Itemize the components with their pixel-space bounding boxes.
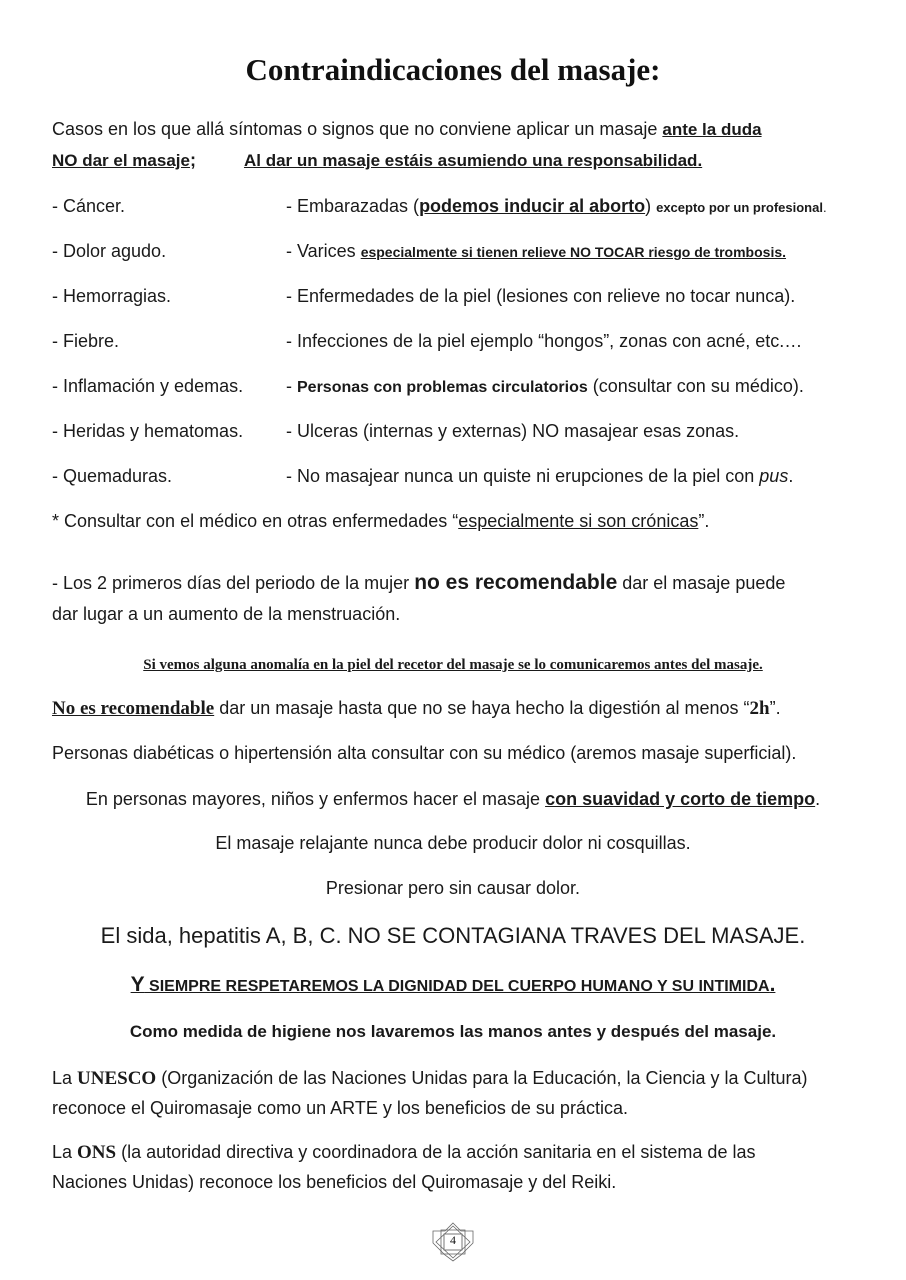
left-item-pain: - Dolor agudo. (52, 241, 167, 261)
consult-line (52, 509, 709, 533)
left-item-hemorrhage: - Hemorragias. (52, 286, 172, 306)
unesco-line-1 (52, 1066, 808, 1091)
dignity-line (0, 973, 906, 999)
right-item-cysts (286, 464, 793, 488)
consult-b: especialmente si son crónicas (458, 511, 699, 531)
period-c: dar el masaje puede (617, 573, 786, 593)
page-number-ornament (430, 1222, 476, 1262)
digestion-line (52, 696, 781, 721)
relax-line: El masaje relajante nunca debe producir dolor ni cosquillas. (215, 833, 691, 853)
unesco-a: La (52, 1068, 78, 1088)
ons-a: La (52, 1142, 78, 1162)
intro-bold-doubt: ante la duda (662, 120, 762, 139)
right-item-cysts-b: pus (759, 466, 789, 486)
intro-line-1 (52, 117, 762, 142)
digestion-b: dar un masaje hasta que no se haya hecho la digestión al menos “ (214, 698, 750, 718)
intro-text: Casos en los que allá síntomas o signos que no conviene aplicar un masaje (52, 119, 663, 139)
left-item-burns: - Quemaduras. (52, 466, 173, 486)
sida-line: El sida, hepatitis A, B, C. NO SE CONTAGIANA TRAVES DEL MASAJE. (100, 923, 806, 948)
hygiene-line: Como medida de higiene nos lavaremos las manos antes y después del masaje. (129, 1022, 777, 1041)
dignity-b: SIEMPRE RESPETAREMOS LA DIGNIDAD DEL CUERPO HUMANO Y SU INTIMIDA (144, 978, 770, 995)
ons-c: (la autoridad directiva y coordinadora de la acción sanitaria en el sistema de las (116, 1142, 756, 1162)
intro-semicolon: ; (189, 150, 196, 170)
right-item-varices-b: especialmente si tienen relieve NO TOCAR riesgo de trombosis. (360, 244, 787, 260)
elderly-c: . (815, 789, 821, 809)
right-item-varices (286, 239, 786, 264)
unesco-b: UNESCO (77, 1068, 157, 1089)
left-item-wounds: - Heridas y hematomas. (52, 421, 244, 441)
digestion-a: No es recomendable (52, 698, 215, 719)
anomaly-notice: Si vemos alguna anomalía en la piel del recetor del masaje se lo comunicaremos antes del masaje. (143, 657, 763, 673)
dignity-c: . (769, 973, 776, 996)
ons-b: ONS (77, 1142, 117, 1163)
digestion-c: 2h (749, 698, 770, 719)
unesco-line-2: reconoce el Quiromasaje como un ARTE y los beneficios de su práctica. (52, 1098, 628, 1118)
right-item-pregnant-b: podemos inducir al aborto (419, 196, 646, 216)
period-b: no es recomendable (414, 571, 618, 594)
digestion-d: ”. (769, 698, 781, 718)
intro-bold-responsibility: Al dar un masaje estáis asumiendo una responsabilidad. (243, 151, 703, 170)
left-item-fever: - Fiebre. (52, 331, 120, 351)
left-item-cancer: - Cáncer. (52, 196, 126, 216)
period-line-1 (52, 571, 785, 595)
period-a: - Los 2 primeros días del periodo de la mujer (52, 573, 415, 593)
right-item-pregnant-a: - Embarazadas ( (286, 196, 420, 216)
elderly-a: En personas mayores, niños y enfermos hacer el masaje (85, 789, 546, 809)
diabetes-line: Personas diabéticas o hipertensión alta consultar con su médico (aremos masaje superficial). (52, 743, 797, 763)
ons-line-2: Naciones Unidas) reconoce los beneficios del Quiromasaje y del Reiki. (52, 1172, 617, 1192)
dignity-a: Y (130, 973, 145, 996)
right-item-ulcers: - Ulceras (internas y externas) NO masajear esas zonas. (286, 421, 740, 441)
right-item-pregnant (286, 194, 827, 220)
ons-line-1 (52, 1140, 755, 1165)
right-item-circulatory-a: - (286, 376, 297, 396)
right-item-pregnant-c: ) (645, 196, 657, 216)
left-item-inflammation: - Inflamación y edemas. (52, 376, 244, 396)
right-item-pregnant-d: excepto por un profesional (656, 200, 823, 215)
page-number: 4 (450, 1233, 456, 1247)
press-line: Presionar pero sin causar dolor. (325, 878, 581, 898)
intro-line-2 (52, 148, 702, 173)
consult-a: * Consultar con el médico en otras enfermedades “ (52, 511, 459, 531)
right-item-cysts-c: . (788, 466, 794, 486)
right-item-pregnant-e: . (822, 200, 827, 215)
elderly-line (0, 787, 906, 811)
right-item-skin-infections: - Infecciones de la piel ejemplo “hongos”, zonas con acné, etc.… (286, 331, 803, 351)
right-item-cysts-a: - No masajear nunca un quiste ni erupciones de la piel con (286, 466, 760, 486)
right-item-skin-diseases: - Enfermedades de la piel (lesiones con relieve no tocar nunca). (286, 286, 796, 306)
consult-c: ”. (698, 511, 710, 531)
period-line-2: dar lugar a un aumento de la menstruación. (52, 604, 401, 624)
elderly-b: con suavidad y corto de tiempo (545, 789, 816, 809)
page-title: Contraindicaciones del masaje: (245, 52, 661, 87)
unesco-c: (Organización de las Naciones Unidas para la Educación, la Ciencia y la Cultura) (156, 1068, 808, 1088)
right-item-varices-a: - Varices (286, 241, 361, 261)
right-item-circulatory-c: (consultar con su médico). (587, 376, 804, 396)
right-item-circulatory-b: Personas con problemas circulatorios (297, 379, 588, 396)
right-item-circulatory (286, 374, 804, 400)
intro-bold-no-massage: NO dar el masaje (52, 151, 190, 170)
